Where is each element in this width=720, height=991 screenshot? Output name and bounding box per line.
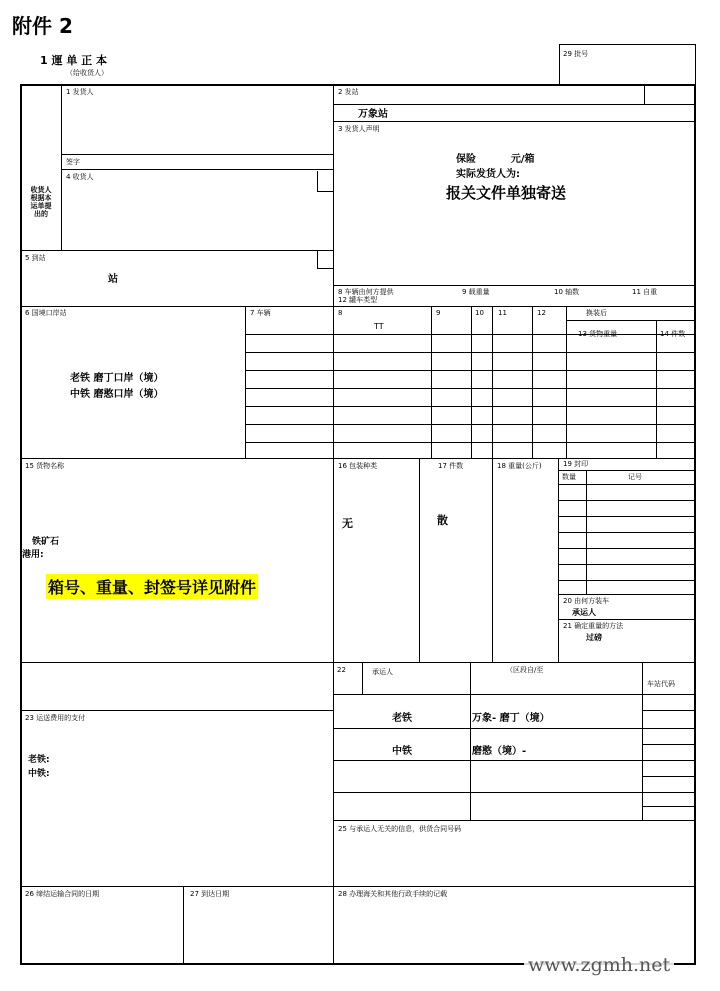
page-heading: 附件 2 — [12, 14, 73, 38]
route-china: 磨憨（境）- — [472, 746, 527, 757]
label-16: 16 包装种类 — [338, 462, 378, 470]
pieces: 散 — [437, 514, 448, 527]
label-11: 11 自重 — [632, 288, 658, 296]
label-after-reload: 换装后 — [586, 309, 607, 317]
arrival-station: 站 — [108, 274, 118, 285]
label-21: 21 确定重量的方法 — [563, 622, 624, 630]
label-28: 28 办理海关和其他行政手续的记载 — [338, 890, 448, 898]
label-1: 1 发货人 — [66, 88, 94, 96]
label-12: 12 罐车类型 — [338, 296, 378, 304]
label-29: 29 批号 — [563, 50, 589, 58]
label-14: 14 件数 — [660, 330, 686, 338]
label-4: 4 收货人 — [66, 173, 94, 181]
col-12: 12 — [537, 309, 546, 317]
watermark: www.zgmh.net — [524, 954, 674, 976]
document-subtitle: （给收货人） — [66, 69, 108, 77]
purpose: 港用: — [22, 550, 44, 560]
pay-laos: 老铁: — [28, 755, 50, 765]
label-19: 19 封印 — [563, 460, 589, 468]
pay-china: 中铁: — [28, 769, 50, 779]
label-3: 3 发货人声明 — [338, 125, 380, 133]
carrier-china: 中铁 — [392, 746, 412, 757]
customs-docs: 报关文件单独寄送 — [446, 184, 567, 202]
document-title: 1 運 单 正 本 — [40, 54, 107, 67]
col-10: 10 — [475, 309, 484, 317]
label-section: （区段自/至 — [506, 666, 544, 674]
label-17: 17 件数 — [438, 462, 464, 470]
label-8: 8 车辆由何方提供 — [338, 288, 394, 296]
weigh-method: 过磅 — [586, 633, 602, 642]
carrier-laos: 老铁 — [392, 713, 412, 724]
loaded-by: 承运人 — [572, 608, 596, 617]
wagon-type: TT — [374, 322, 384, 331]
label-19-mark: 记号 — [628, 473, 642, 481]
col-8: 8 — [338, 309, 343, 317]
departure-station: 万象站 — [358, 109, 388, 120]
label-26: 26 缔结运输合同的日期 — [25, 890, 100, 898]
actual-shipper: 实际发货人为: — [456, 169, 520, 180]
label-19-qty: 数量 — [562, 473, 576, 481]
label-13: 13 货物重量 — [578, 330, 618, 338]
package-type: 无 — [342, 517, 353, 530]
label-station-code: 车站代码 — [647, 680, 675, 688]
label-22: 22 — [337, 666, 346, 674]
label-23: 23 运送费用的支付 — [25, 714, 86, 722]
border-china: 中铁 磨憨口岸（境） — [70, 389, 164, 400]
label-signature: 签字 — [66, 158, 80, 166]
label-25: 25 与承运人无关的信息，供货合同号码 — [338, 825, 462, 833]
label-15: 15 货物名称 — [25, 462, 65, 470]
label-2: 2 发站 — [338, 88, 359, 96]
route-laos: 万象- 磨丁（境） — [472, 713, 550, 724]
label-9: 9 载重量 — [462, 288, 490, 296]
col-9: 9 — [436, 309, 441, 317]
label-10: 10 轴数 — [554, 288, 580, 296]
label-7: 7 车辆 — [250, 309, 271, 317]
side-label: 收货人根据本运单提出的 — [30, 186, 52, 218]
insurance: 保险 元/箱 — [456, 154, 535, 165]
label-18: 18 重量(公斤) — [497, 462, 542, 470]
label-27: 27 到达日期 — [190, 890, 230, 898]
border-laos: 老铁 磨丁口岸（境） — [70, 373, 164, 384]
label-6: 6 国境口岸站 — [25, 309, 67, 317]
label-5: 5 到站 — [25, 254, 46, 262]
cargo-name: 铁矿石 — [32, 537, 60, 547]
label-20: 20 由何方装车 — [563, 597, 610, 605]
label-carrier: 承运人 — [372, 668, 393, 676]
col-11: 11 — [498, 309, 507, 317]
cargo-note: 箱号、重量、封签号详见附件 — [46, 574, 258, 599]
